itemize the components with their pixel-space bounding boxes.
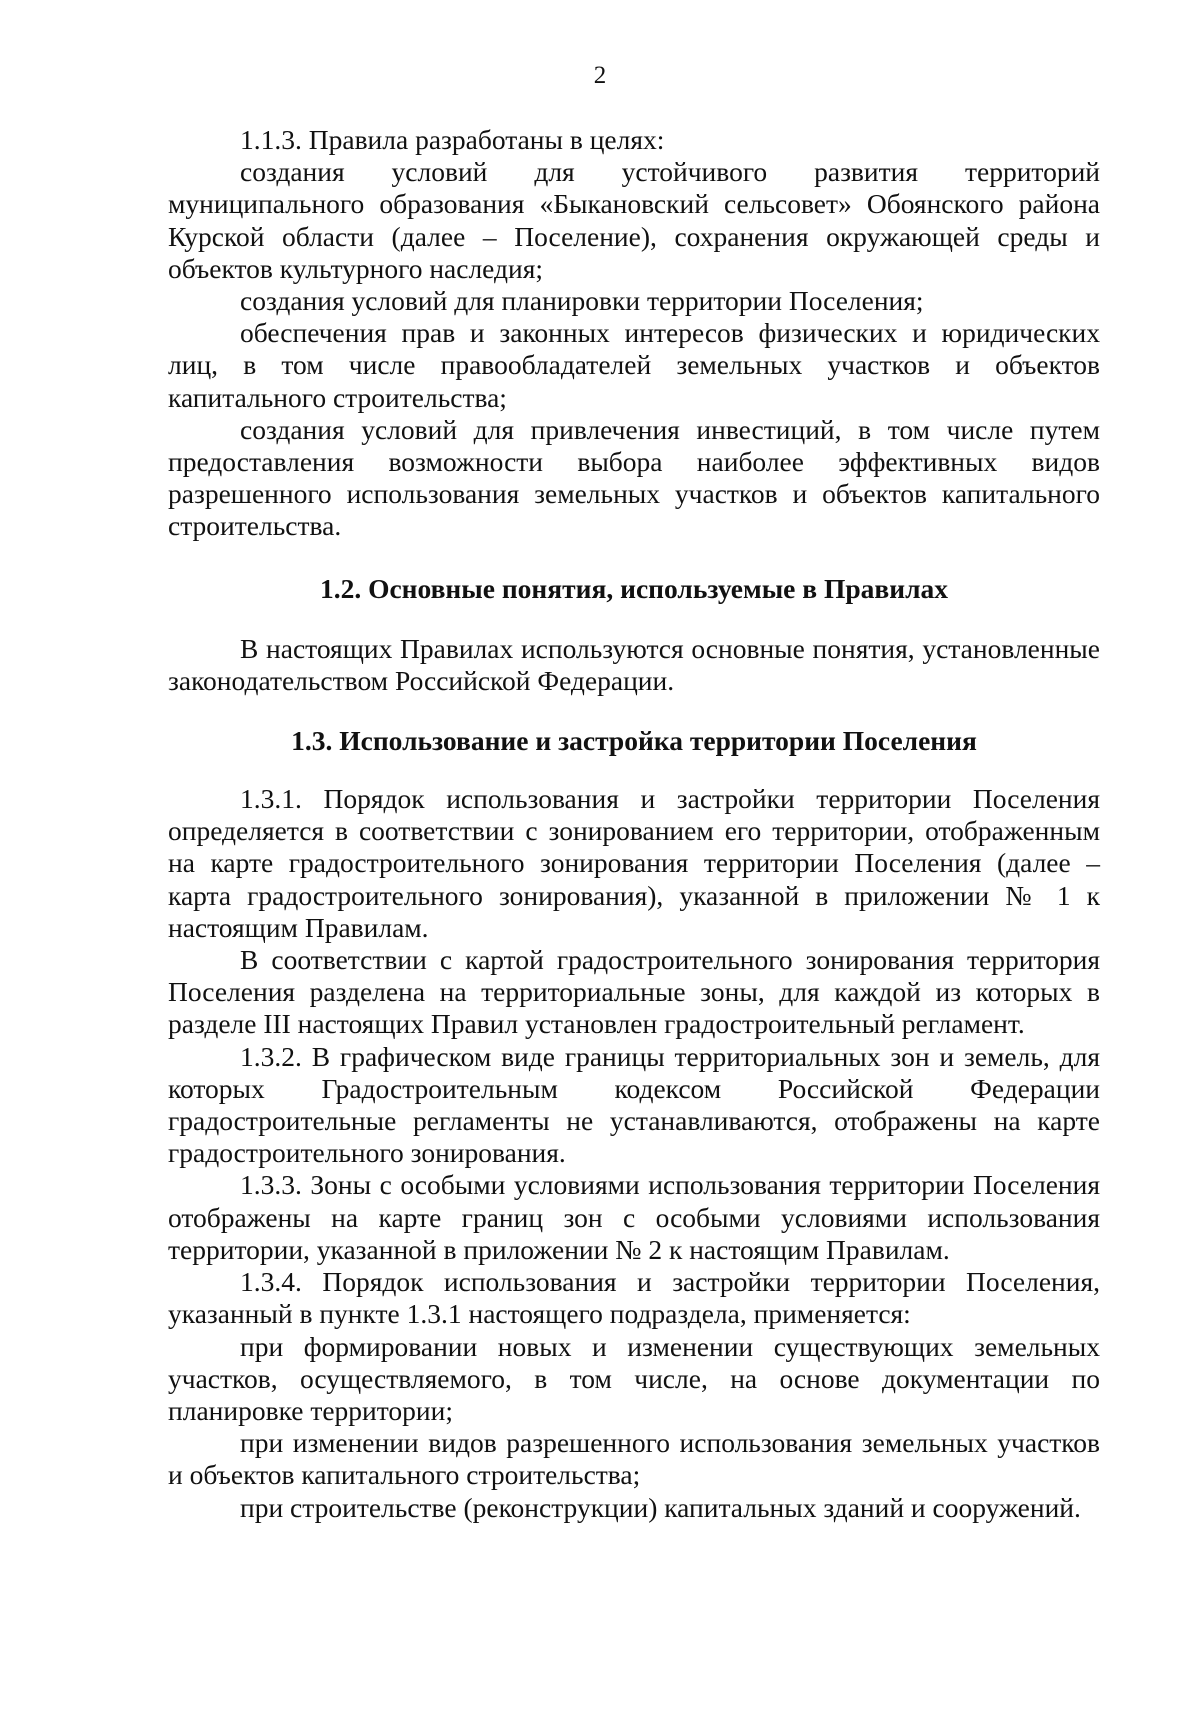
- section-heading-1-2: 1.2. Основные понятия, используемые в Правилах: [319, 572, 949, 604]
- paragraph-1-3-1: 1.3.1. Порядок использования и застройки территории Поселения определяется в соответствии с зонированием его территории, отображенным на карте градостроительного зонирования территории Поселения (далее – карта градостроительного зонирования), указанной в приложении № 1 к настоящим Правилам.: [168, 783, 1100, 943]
- paragraph-application-1: при формировании новых и изменении существующих земельных участков, осуществляемого, в том числе, на основе документации по планировке территории;: [168, 1330, 1100, 1426]
- paragraph-goal-4: создания условий для привлечения инвестиций, в том числе путем предоставления возможности выбора наиболее эффективных видов разрешенного использования земельных участков и объектов капитального строительства.: [168, 413, 1100, 542]
- paragraph-goal-1: создания условий для устойчивого развития территорий муниципального образования «Быкановский сельсовет» Обоянского района Курской области (далее – Поселение), сохранения окружающей среды и объектов культурного наследия;: [168, 156, 1100, 284]
- paragraph-1-1-3-intro: 1.1.3. Правила разработаны в целях:: [240, 124, 665, 155]
- page-number: 2: [593, 62, 607, 89]
- paragraph-goal-3: обеспечения прав и законных интересов физических и юридических лиц, в том числе правообладателей земельных участков и объектов капитального строительства;: [168, 317, 1100, 413]
- paragraph-1-3-4: 1.3.4. Порядок использования и застройки территории Поселения, указанный в пункте 1.3.1 настоящего подраздела, применяется:: [168, 1266, 1100, 1330]
- paragraph-goal-2: создания условий для планировки территории Поселения;: [240, 285, 924, 317]
- paragraph-1-3-3: 1.3.3. Зоны с особыми условиями использования территории Поселения отображены на карте границ зон с особыми условиями использования территории, указанной в приложении № 2 к настоящим Правилам.: [168, 1169, 1100, 1265]
- paragraph-application-3: при строительстве (реконструкции) капитальных зданий и сооружений.: [240, 1491, 1081, 1523]
- paragraph-application-2: при изменении видов разрешенного использования земельных участков и объектов капитального строительства;: [168, 1427, 1100, 1491]
- paragraph-1-2: В настоящих Правилах используются основные понятия, установленные законодательством Российской Федерации.: [168, 632, 1100, 696]
- paragraph-1-3-1-zoning: В соответствии с картой градостроительного зонирования территория Поселения разделена на территориальные зоны, для каждой из которых в разделе III настоящих Правил установлен градостроительный регламент.: [168, 944, 1100, 1040]
- paragraph-1-3-2: 1.3.2. В графическом виде границы территориальных зон и земель, для которых Градостроительным кодексом Российской Федерации градостроительные регламенты не устанавливаются, отображены на карте градостроительного зонирования.: [168, 1040, 1100, 1169]
- section-heading-1-3: 1.3. Использование и застройка территории Поселения: [291, 725, 977, 757]
- document-body: [168, 124, 1100, 1524]
